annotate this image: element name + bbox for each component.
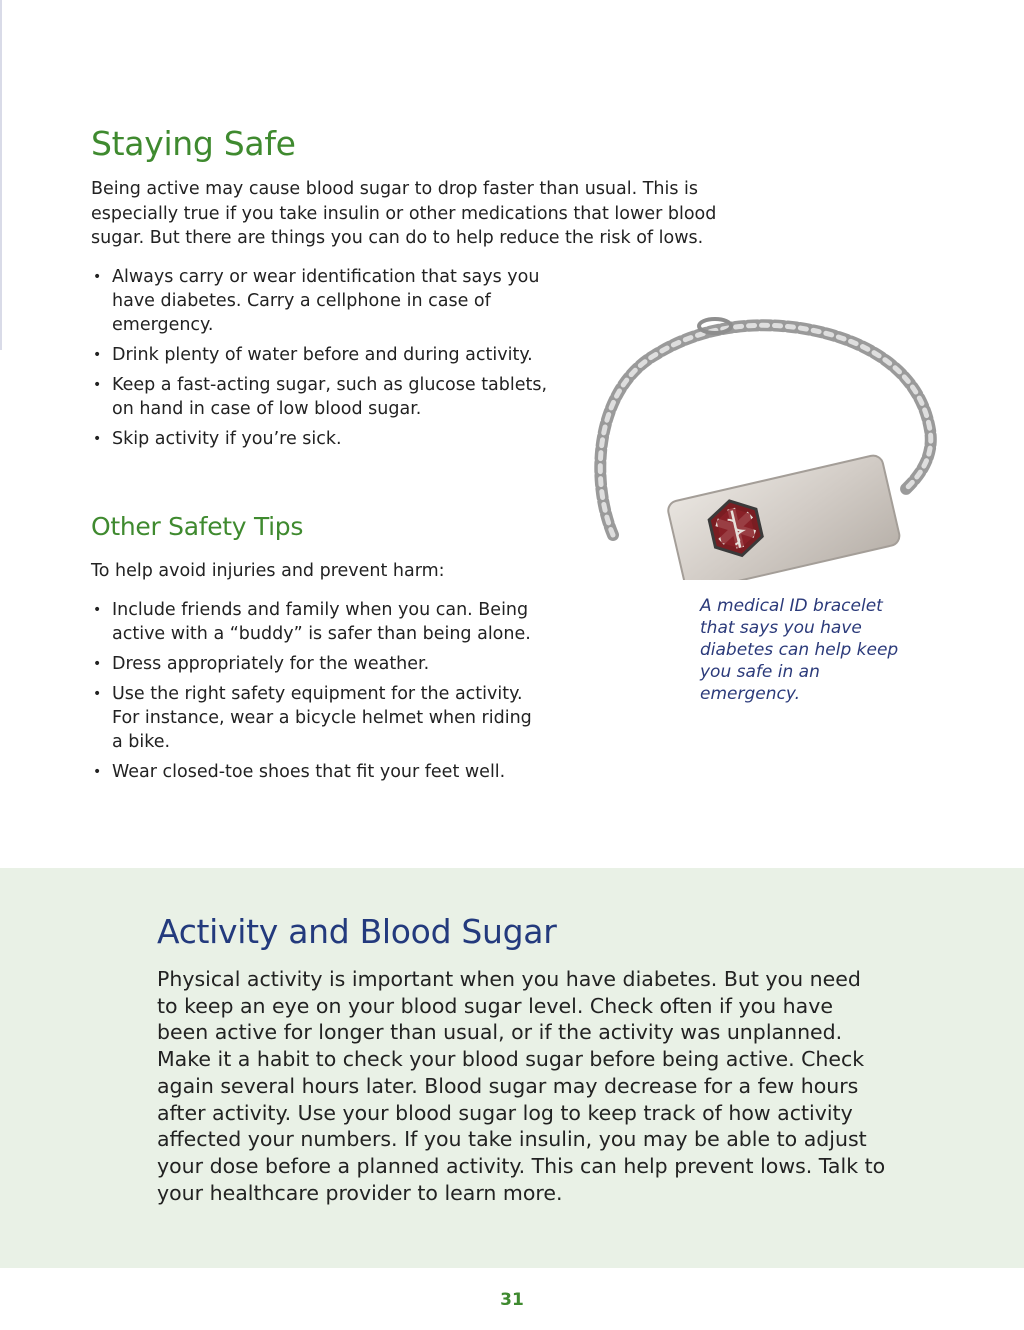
bullet-icon: • <box>93 347 102 363</box>
other-safety-list <box>91 598 541 790</box>
activity-body-text: Physical activity is important when you have diabetes. But you need to keep an eye on your blood sugar level. Check often if you have been active for longer than usual, or if the activity was unplanned. Make it a habit to check your blood sugar before being active. Check again several hours later. Blood sugar may decrease for a few hours after activity. Use your blood sugar log to keep track of how activity affected your numbers. If you take insulin, you may be able to adjust your dose before a planned activity. This can help prevent lows. Talk to your healthcare provider to learn more. <box>157 967 886 1205</box>
list-item <box>91 343 571 367</box>
list-item <box>91 427 571 451</box>
bullet-icon: • <box>93 431 102 447</box>
bullet-icon: • <box>93 764 102 780</box>
page-edge-line <box>0 0 2 350</box>
staying-safe-heading: Staying Safe <box>91 124 296 163</box>
list-item-text: Keep a fast-acting sugar, such as glucose tablets, on hand in case of low blood sugar. <box>112 375 548 419</box>
other-safety-intro: To help avoid injuries and prevent harm: <box>91 561 445 581</box>
bullet-icon: • <box>93 269 102 285</box>
list-item-text: Include friends and family when you can. Being active with a “buddy” is safer than being alone. <box>112 600 531 644</box>
list-item <box>91 598 541 646</box>
list-item-text: Dress appropriately for the weather. <box>112 654 430 674</box>
list-item <box>91 265 571 337</box>
staying-safe-list <box>91 265 571 457</box>
page-number: 31 <box>500 1290 524 1310</box>
staying-safe-intro: Being active may cause blood sugar to drop faster than usual. This is especially true if you take insulin or other medications that lower blood sugar. But there are things you can do to help reduce the risk of lows. <box>91 179 717 248</box>
list-item-text: Wear closed-toe shoes that fit your feet well. <box>112 762 506 782</box>
list-item-text: Skip activity if you’re sick. <box>112 429 342 449</box>
list-item <box>91 373 571 421</box>
list-item <box>91 760 541 784</box>
bullet-icon: • <box>93 602 102 618</box>
list-item-text: Use the right safety equipment for the activity. For instance, wear a bicycle helmet when riding a bike. <box>112 684 532 752</box>
list-item <box>91 682 541 754</box>
activity-heading: Activity and Blood Sugar <box>157 912 557 951</box>
list-item-text: Always carry or wear identification that says you have diabetes. Carry a cellphone in case of emergency. <box>112 267 540 335</box>
bullet-icon: • <box>93 656 102 672</box>
other-safety-heading: Other Safety Tips <box>91 512 304 541</box>
bullet-icon: • <box>93 686 102 702</box>
medical-id-bracelet-icon <box>585 310 945 580</box>
list-item <box>91 652 541 676</box>
image-caption: A medical ID bracelet that says you have diabetes can help keep you safe in an emergency. <box>700 596 899 704</box>
bullet-icon: • <box>93 377 102 393</box>
list-item-text: Drink plenty of water before and during activity. <box>112 345 533 365</box>
